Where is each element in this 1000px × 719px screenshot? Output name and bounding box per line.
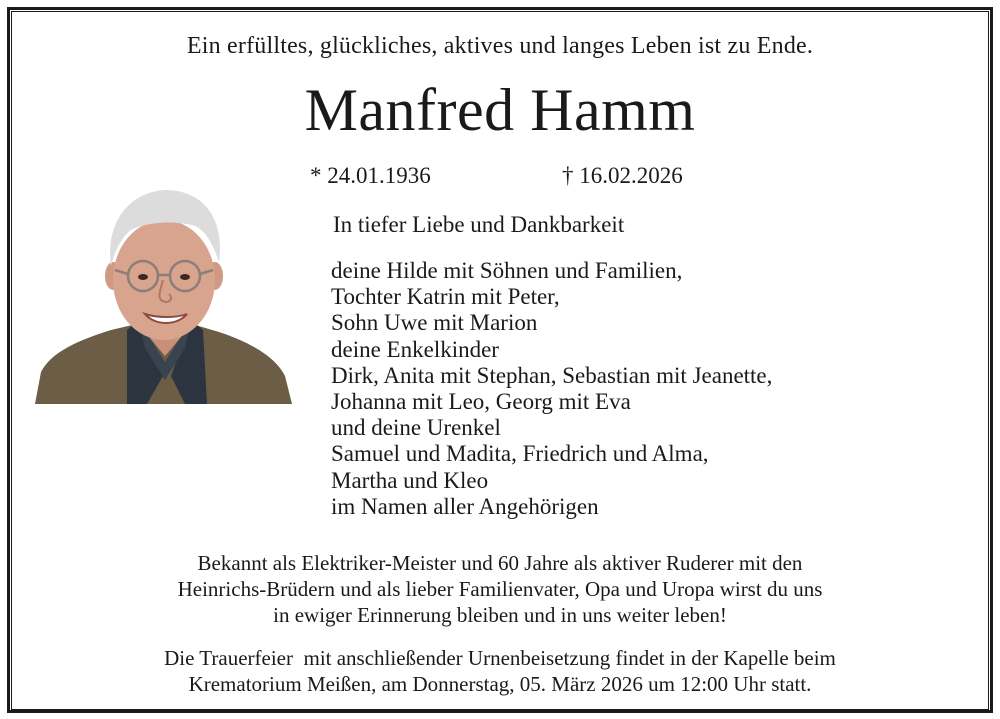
mourner-line: deine Enkelkinder (331, 336, 499, 362)
mourner-line: Samuel und Madita, Friedrich und Alma, (331, 441, 709, 467)
mourner-line: Johanna mit Leo, Georg mit Eva (331, 389, 631, 415)
mourners-list (331, 258, 772, 520)
deceased-name: Manfred Hamm (304, 77, 696, 143)
ceremony-paragraph (0, 645, 1000, 697)
mourner-line: im Namen aller Angehörigen (331, 493, 599, 519)
mourner-line: Martha und Kleo (331, 467, 489, 493)
dedication-line: In tiefer Liebe und Dankbarkeit (333, 212, 625, 237)
birth-date: * 24.01.1936 (310, 163, 431, 188)
death-date: † 16.02.2026 (562, 163, 683, 188)
ceremony-line: Die Trauerfeier mit anschließender Urnenbeisetzung findet in der Kapelle beim (164, 646, 836, 670)
tribute-line: in ewiger Erinnerung bleiben und in uns weiter leben! (273, 603, 727, 627)
tribute-line: Bekannt als Elektriker-Meister und 60 Jahre als aktiver Ruderer mit den (197, 551, 803, 575)
mourner-line: und deine Urenkel (331, 415, 501, 441)
mourner-line: deine Hilde mit Söhnen und Familien, (331, 258, 683, 283)
portrait-photo (35, 180, 292, 404)
portrait-illustration (35, 180, 292, 404)
mourner-line: Dirk, Anita mit Stephan, Sebastian mit Jeanette, (331, 362, 773, 388)
mourner-line: Tochter Katrin mit Peter, (331, 284, 560, 310)
ceremony-line: Krematorium Meißen, am Donnerstag, 05. März 2026 um 12:00 Uhr statt. (188, 672, 812, 696)
tribute-paragraph (0, 550, 1000, 628)
tribute-line: Heinrichs-Brüdern und als lieber Familienvater, Opa und Uropa wirst du uns (177, 577, 823, 601)
motto: Ein erfülltes, glückliches, aktives und langes Leben ist zu Ende. (186, 33, 814, 59)
mourner-line: Sohn Uwe mit Marion (331, 310, 538, 336)
